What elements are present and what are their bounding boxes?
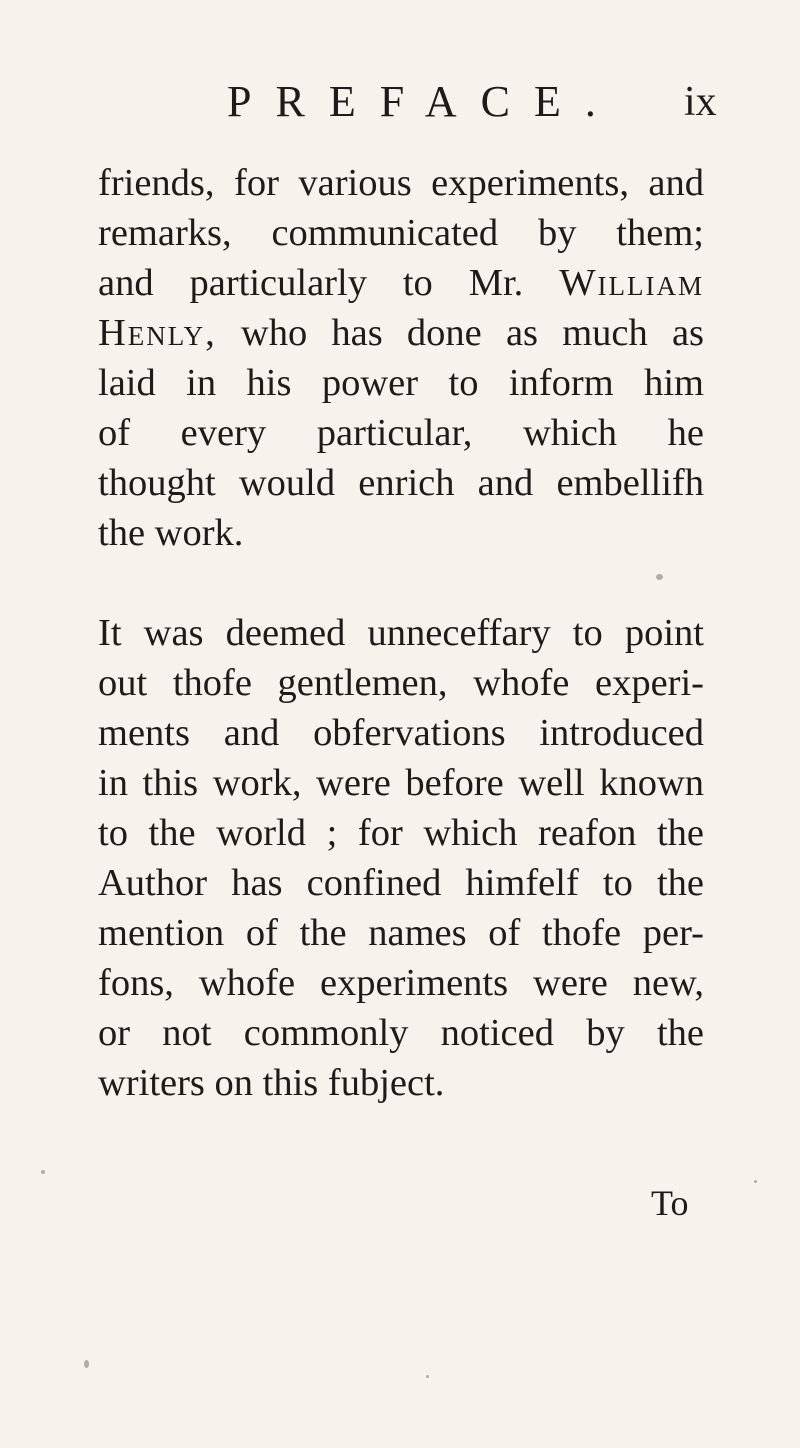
text-line: ments and obfervations introduced	[98, 712, 704, 754]
text-line-with-name	[98, 308, 704, 358]
text-line: in this work, were before well known	[98, 762, 704, 804]
paper-speck	[656, 574, 663, 580]
running-head: PREFACE.	[227, 77, 620, 126]
person-name-first: William	[559, 262, 705, 304]
text-line: out thofe gentlemen, whofe experi-	[98, 662, 704, 704]
text-line: Author has confined himfelf to the	[98, 862, 704, 904]
person-name-last: Henly,	[98, 312, 217, 354]
text-line: remarks, communicated by them;	[98, 212, 704, 254]
text-line: mention of the names of thofe per-	[98, 912, 704, 954]
text-line: laid in his power to inform him	[98, 362, 704, 404]
paragraph-acknowledgements	[98, 158, 704, 558]
text-line: to the world ; for which reafon the	[98, 812, 704, 854]
text-fragment: who has done as much as	[240, 312, 705, 354]
text-line: friends, for various experiments, and	[98, 162, 704, 204]
paper-speck	[754, 1180, 757, 1183]
page-header	[0, 72, 800, 132]
paragraph-omissions	[98, 608, 704, 1108]
catchword: To	[651, 1183, 689, 1223]
paper-speck	[41, 1170, 45, 1174]
paper-speck	[84, 1360, 89, 1368]
text-line: fons, whofe experiments were new,	[98, 962, 704, 1004]
text-line-with-name	[98, 258, 704, 308]
text-line: or not commonly noticed by the	[98, 1012, 704, 1054]
text-line: thought would enrich and embellifh	[98, 462, 704, 504]
text-fragment: and particularly to Mr.	[98, 262, 524, 304]
text-line: It was deemed unneceffary to point	[98, 612, 704, 654]
text-line: the work.	[98, 512, 244, 554]
page-number: ix	[684, 79, 717, 125]
text-line: of every particular, which he	[98, 412, 704, 454]
paper-speck	[426, 1375, 429, 1378]
text-line: writers on this fubject.	[98, 1062, 445, 1104]
